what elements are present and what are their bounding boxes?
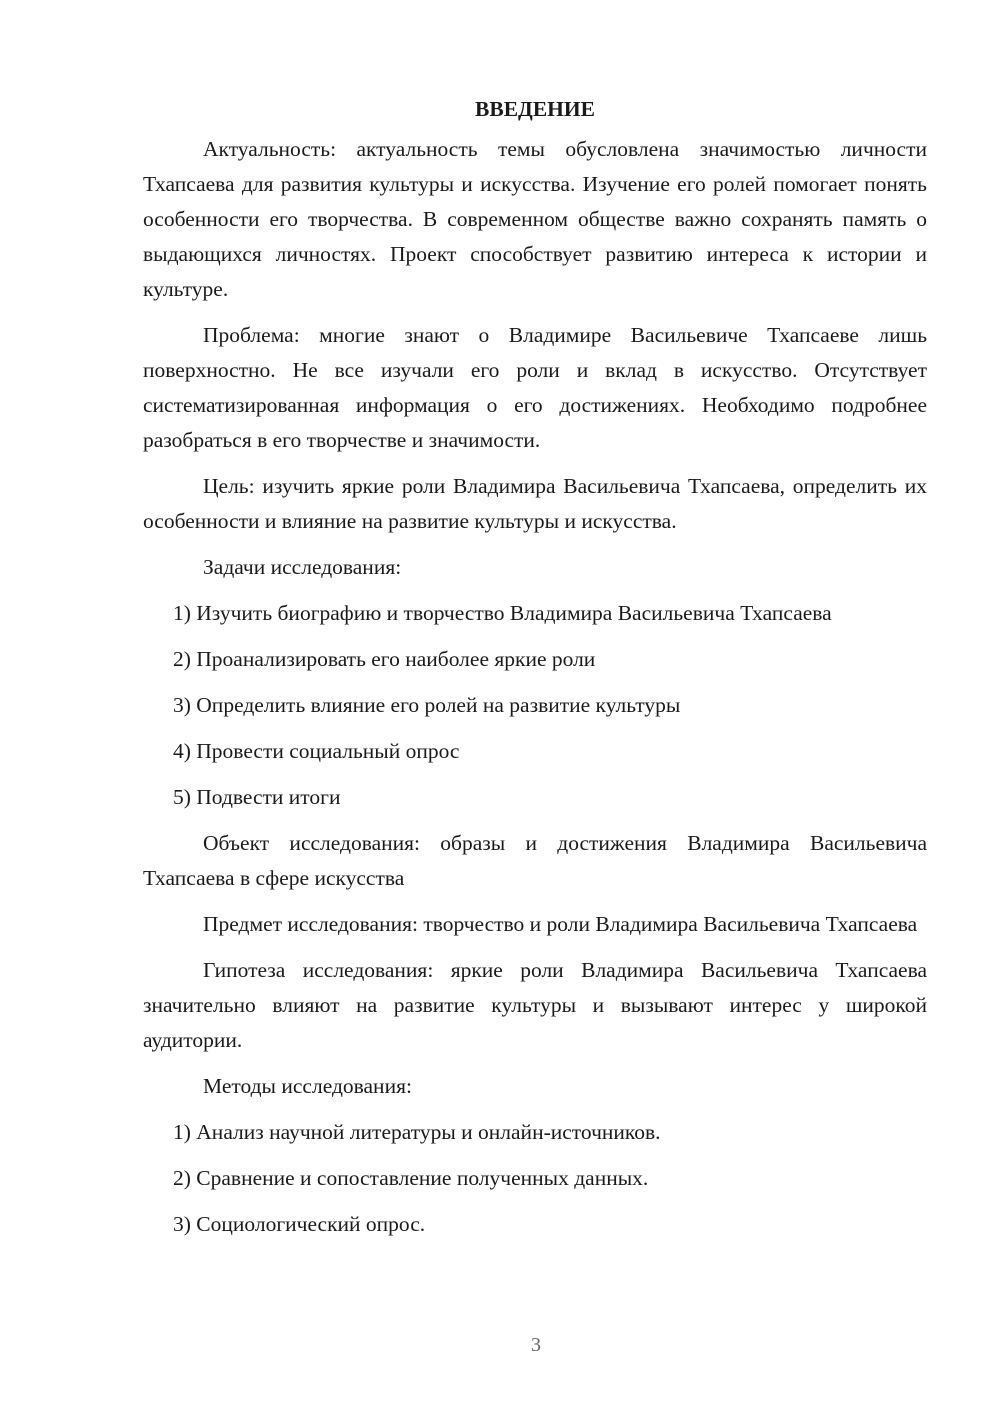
task-item-1: 1) Изучить биографию и творчество Владимира Васильевича Тхапсаева xyxy=(173,601,832,625)
document-page xyxy=(143,92,927,1253)
task-item-5: 5) Подвести итоги xyxy=(173,785,341,809)
page-number: 3 xyxy=(531,1334,541,1356)
hypothesis-paragraph: Гипотеза исследования: яркие роли Владимира Васильевича Тхапсаева значительно влияют на развитие культуры и вызывают интерес у широкой аудитории. xyxy=(143,958,927,1052)
tasks-heading: Задачи исследования: xyxy=(203,555,402,579)
problem-paragraph: Проблема: многие знают о Владимире Васильевиче Тхапсаеве лишь поверхностно. Не все изучали его роли и вклад в искусство. Отсутствует систематизированная информация о его достижениях. Необходимо подробнее разобраться в его творчестве и значимости. xyxy=(143,323,927,452)
methods-heading: Методы исследования: xyxy=(203,1074,412,1098)
goal-paragraph: Цель: изучить яркие роли Владимира Васильевича Тхапсаева, определить их особенности и влияние на развитие культуры и искусства. xyxy=(143,474,927,533)
method-item-3: 3) Социологический опрос. xyxy=(173,1212,426,1236)
object-paragraph: Объект исследования: образы и достижения Владимира Васильевича Тхапсаева в сфере искусства xyxy=(143,831,927,890)
task-item-2: 2) Проанализировать его наиболее яркие роли xyxy=(173,647,596,671)
method-item-1: 1) Анализ научной литературы и онлайн-источников. xyxy=(173,1120,661,1144)
relevance-paragraph: Актуальность: актуальность темы обусловлена значимостью личности Тхапсаева для развития культуры и искусства. Изучение его ролей помогает понять особенности его творчества. В современном обществе важно сохранять память о выдающихся личностях. Проект способствует развитию интереса к истории и культуре. xyxy=(143,137,927,301)
task-item-3: 3) Определить влияние его ролей на развитие культуры xyxy=(173,693,681,717)
page-title: ВВЕДЕНИЕ xyxy=(475,97,595,121)
subject-paragraph: Предмет исследования: творчество и роли Владимира Васильевича Тхапсаева xyxy=(203,912,918,936)
method-item-2: 2) Сравнение и сопоставление полученных данных. xyxy=(173,1166,649,1190)
task-item-4: 4) Провести социальный опрос xyxy=(173,739,460,763)
